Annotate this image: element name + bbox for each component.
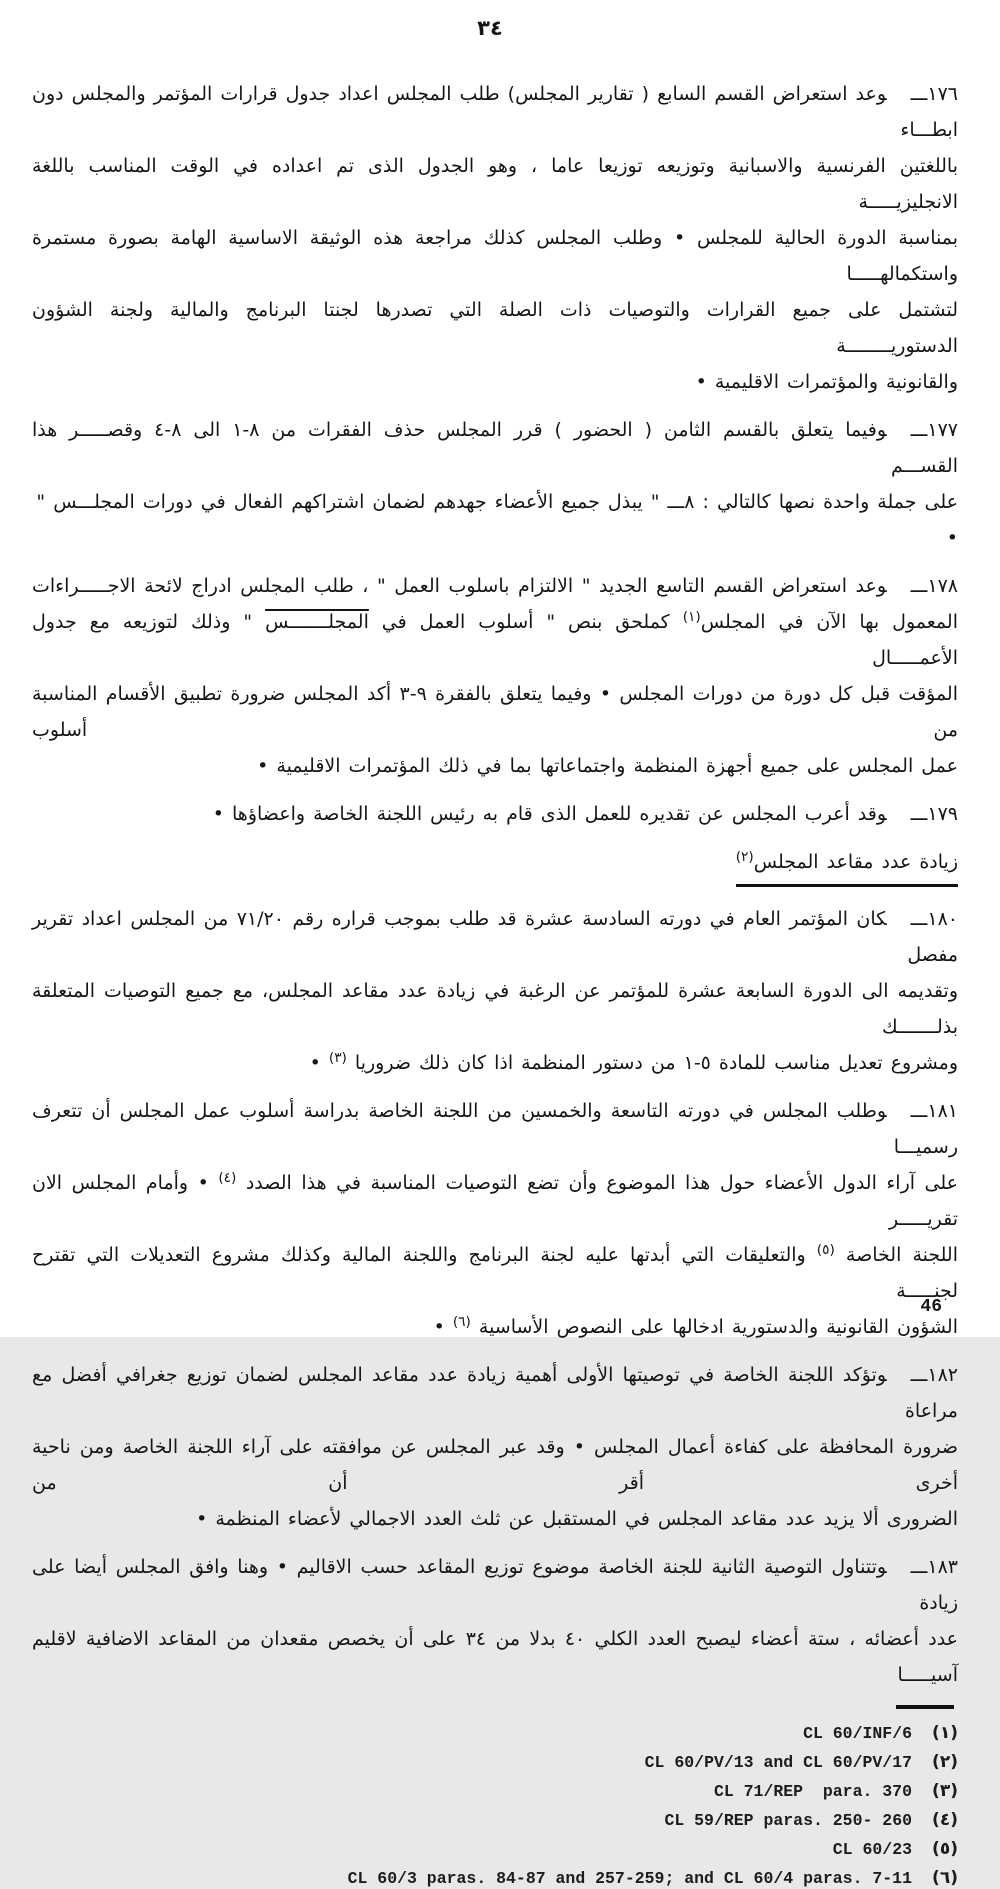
text-segment: على آراء الدول الأعضاء حول هذا الموضوع وأن تضع التوصيات المناسبة في هذا الصدد — [236, 1172, 958, 1194]
footnote-reference: (٥) — [816, 1242, 835, 1259]
paragraph-number: ١٨٣ـــ — [910, 1556, 958, 1578]
paragraph — [32, 568, 958, 784]
text-segment: وتقديمه الى الدورة السابعة عشرة للمؤتمر عن الرغبة في زيادة عدد مقاعد المجلس، مع جميع التوصيات المتعلقة بذلـــــــك — [32, 980, 958, 1038]
paragraph — [32, 412, 958, 556]
text-line — [32, 220, 958, 292]
page-number-top: ٣٤ — [477, 16, 503, 40]
paragraph — [32, 1549, 958, 1693]
text-segment: والتعليقات التي أبدتها عليه لجنة البرنامج واللجنة المالية وكذلك مشروع التعديلات التي تقترح لجنـــــة — [32, 1244, 958, 1302]
footnote-reference: (٣) — [328, 1050, 347, 1067]
text-line — [32, 1501, 958, 1537]
paragraph-number: ١٧٨ـــ — [910, 575, 958, 597]
text-segment: ومشروع تعديل مناسب للمادة ٥-١ من دستور المنظمة اذا كان ذلك ضروريا — [346, 1052, 958, 1074]
footnote-number: (٤) — [932, 1810, 958, 1830]
paragraph — [32, 1357, 958, 1537]
text-segment: باللغتين الفرنسية والاسبانية وتوزيعه توزيعا عاما ، وهو الجدول الذى تم اعداده في الوقت المناسب باللغة الانجليزيـــــة — [32, 155, 958, 213]
text-segment: الشؤون القانونية والدستورية ادخالها على النصوص الأساسية — [470, 1316, 958, 1338]
text-segment: المجلـــــــس — [265, 611, 369, 633]
footnote-separator — [896, 1705, 954, 1709]
text-line — [32, 148, 958, 220]
footnote-text: CL 60/23 — [832, 1840, 912, 1859]
text-line — [32, 1621, 958, 1693]
footnote-reference: (٦) — [452, 1314, 471, 1331]
text-segment: • — [433, 1316, 453, 1338]
text-line — [32, 1549, 958, 1621]
text-segment: لتشتمل على جميع القرارات والتوصيات ذات الصلة التي تصدرها لجنتا البرنامج والمالية ولجنة الشؤون الدستوريــــــــة — [32, 299, 958, 357]
text-line — [32, 1237, 958, 1309]
text-line — [32, 364, 958, 400]
section-heading-label: زيادة عدد مقاعد المجلس — [753, 851, 958, 873]
text-line — [32, 1429, 958, 1501]
text-segment: • — [309, 1052, 329, 1074]
footnote-item — [32, 1723, 958, 1744]
footnote-number: (٢) — [932, 1752, 958, 1772]
paragraph-number: ١٨٠ـــ — [910, 908, 958, 930]
paragraph — [32, 1093, 958, 1345]
footnote-item — [32, 1868, 958, 1889]
footnote-number: (٥) — [932, 1839, 958, 1859]
text-line — [32, 1357, 958, 1429]
document-body — [32, 76, 958, 1693]
text-line — [32, 568, 958, 604]
text-segment: كان المؤتمر العام في دورته السادسة عشرة قد طلب بموجب قراره رقم ٧١/٢٠ من المجلس اعداد تقرير مفصل — [32, 908, 958, 966]
text-line — [32, 76, 958, 148]
text-segment: المعمول بها الآن في المجلس — [700, 611, 958, 633]
text-segment: عدد أعضائه ، ستة أعضاء ليصبح العدد الكلي ٤٠ بدلا من ٣٤ على أن يخصص مقعدان من المقاعد الاضافية لاقليم آسيـــــا — [32, 1628, 959, 1686]
text-segment: وطلب المجلس في دورته التاسعة والخمسين من اللجنة الخاصة بدراسة أسلوب عمل المجلس أن تتعرف رسميـــا — [32, 1100, 958, 1158]
footnote-text: CL 60/PV/13 and CL 60/PV/17 — [644, 1753, 912, 1772]
text-line — [32, 484, 958, 556]
text-segment: عمل المجلس على جميع أجهزة المنظمة واجتماعاتها بما في ذلك المؤتمرات الاقليمية • — [257, 755, 958, 777]
text-line — [32, 412, 958, 484]
footnote-item — [32, 1839, 958, 1860]
text-line — [32, 1093, 958, 1165]
footnote-text: CL 71/REP para. 370 — [713, 1782, 912, 1801]
section-heading-text — [736, 844, 958, 887]
text-line — [32, 973, 958, 1045]
text-segment: وفيما يتعلق بالقسم الثامن ( الحضور ) قرر المجلس حذف الفقرات من ٨-١ الى ٨-٤ وقصـــــر هذا القســـم — [32, 419, 958, 477]
footnote-reference: (١) — [682, 609, 701, 626]
footnote-reference: (٢) — [735, 849, 754, 866]
footnote-list — [32, 1723, 958, 1889]
text-segment: المؤقت قبل كل دورة من دورات المجلس • وفيما يتعلق بالفقرة ٩-٣ أكد المجلس ضرورة تطبيق الأقسام المناسبة من أسلوب — [32, 683, 959, 741]
text-line — [32, 676, 958, 748]
text-segment: • وأمام المجلس الان تقريـــــر — [32, 1172, 958, 1230]
text-segment: " وذلك لتوزيعه مع جدول الأعمـــــال — [32, 611, 958, 669]
paragraph — [32, 901, 958, 1081]
text-line — [32, 796, 958, 832]
text-segment: اللجنة الخاصة — [834, 1244, 958, 1266]
text-segment: وتتناول التوصية الثانية للجنة الخاصة موضوع توزيع المقاعد حسب الاقاليم • وهنا وافق المجلس أيضا على زيادة — [32, 1556, 958, 1614]
text-segment: كملحق بنص " أسلوب العمل في — [368, 611, 683, 633]
text-line — [32, 1045, 958, 1081]
text-segment: وقد أعرب المجلس عن تقديره للعمل الذى قام به رئيس اللجنة الخاصة واعضاؤها • — [212, 803, 887, 825]
paragraph-number: ١٧٧ـــ — [910, 419, 958, 441]
footnote-item — [32, 1752, 958, 1773]
text-line — [32, 604, 958, 676]
paragraph-number: ١٨١ـــ — [910, 1100, 958, 1122]
footnote-number: (٦) — [932, 1868, 958, 1888]
text-segment: على جملة واحدة نصها كالتالي : ٨ـــ " يبذل جميع الأعضاء جهدهم لضمان اشتراكهم الفعال في دورات المجلـــس " • — [36, 491, 958, 549]
text-segment: بمناسبة الدورة الحالية للمجلس • وطلب المجلس كذلك مراجعة هذه الوثيقة الاساسية الهامة بصورة مستمرة واستكمالهـــــا — [32, 227, 958, 285]
footnote-text: CL 60/3 paras. 84-87 and 257-259; and CL 60/4 paras. 7-11 — [347, 1869, 912, 1888]
footnote-reference: (٤) — [218, 1170, 237, 1187]
footnote-item — [32, 1810, 958, 1831]
paragraph-number: ١٧٩ـــ — [910, 803, 958, 825]
text-line — [32, 901, 958, 973]
text-segment: وتؤكد اللجنة الخاصة في توصيتها الأولى أهمية زيادة عدد مقاعد المجلس لضمان توزيع جغرافي أفضل مع مراعاة — [32, 1364, 958, 1422]
text-segment: وعد استعراض القسم السابع ( تقارير المجلس) طلب المجلس اعداد جدول قرارات المؤتمر والمجلس دون ابطـــاء — [32, 83, 958, 141]
text-segment: ضرورة المحافظة على كفاءة أعمال المجلس • وقد عبر المجلس عن موافقته على آراء اللجنة الخاصة ومن ناحية أخرى أقر أن من — [32, 1436, 958, 1494]
text-line — [32, 292, 958, 364]
text-line — [32, 1309, 958, 1345]
paragraph — [32, 76, 958, 400]
text-line — [32, 1165, 958, 1237]
text-segment: الضرورى ألا يزيد عدد مقاعد المجلس في المستقبل عن ثلث العدد الاجمالي لأعضاء المنظمة • — [196, 1508, 958, 1530]
paragraph — [32, 796, 958, 832]
text-segment: وعد استعراض القسم التاسع الجديد " الالتزام باسلوب العمل " ، طلب المجلس ادراج لائحة الاجـــــراءات — [32, 575, 887, 597]
paragraph-number: ١٨٢ـــ — [910, 1364, 958, 1386]
page-number-bottom: 46 — [920, 1297, 942, 1317]
footnote-text: CL 59/REP paras. 250- 260 — [664, 1811, 912, 1830]
text-line — [32, 748, 958, 784]
footnote-item — [32, 1781, 958, 1802]
section-heading — [32, 844, 958, 887]
footnote-number: (١) — [932, 1723, 958, 1743]
paragraph-number: ١٧٦ـــ — [910, 83, 958, 105]
footnote-number: (٣) — [932, 1781, 958, 1801]
text-segment: والقانونية والمؤتمرات الاقليمية • — [695, 371, 958, 393]
footnote-text: CL 60/INF/6 — [803, 1724, 912, 1743]
